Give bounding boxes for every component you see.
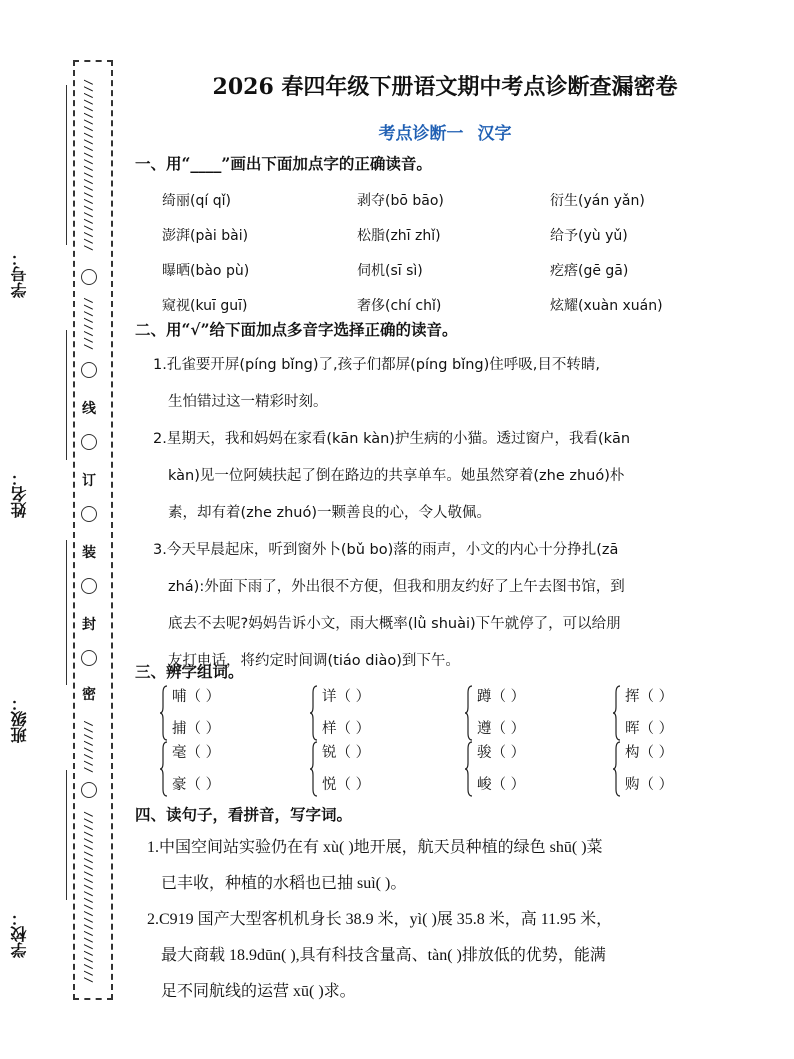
binding-char: 装: [82, 545, 96, 561]
binding-char: 密: [82, 687, 96, 703]
pinyin-item: 松脂(zhī zhǐ): [357, 228, 441, 244]
word-blank[interactable]: 遵（ ）: [477, 721, 526, 737]
pinyin-item: 曝晒(bào pù): [162, 263, 250, 279]
pinyin-item: 剥夺(bō bāo): [357, 193, 444, 209]
passage-line: 友打电话，将约定时间调(tiáo diào)到下午。: [168, 653, 460, 669]
label-student-id: 学号：: [10, 250, 29, 298]
pinyin-item: 给予(yù yǔ): [550, 228, 628, 244]
section2-passage: [153, 347, 753, 680]
word-blank[interactable]: 购（ ）: [625, 777, 674, 793]
word-blank[interactable]: 样（ ）: [322, 721, 371, 737]
pinyin-item: 绮丽(qí qǐ): [162, 193, 231, 209]
pinyin-item: 窥视(kuī guī): [162, 298, 248, 314]
section3-heading: 三、辨字组词。: [135, 662, 244, 681]
word-blank[interactable]: 晖（ ）: [625, 721, 674, 737]
word-blank[interactable]: 豪（ ）: [172, 777, 221, 793]
brace-icon: [465, 741, 473, 797]
binding-char: 订: [82, 473, 96, 489]
brace-icon: [310, 741, 318, 797]
fill-line-class: [66, 540, 67, 685]
binding-circle: [81, 506, 97, 522]
question-line: 最大商载 18.9dūn( ),具有科技含量高、tàn( )排放低的优势，能满: [161, 947, 606, 964]
exam-content: [135, 70, 755, 1000]
label-school: 学校：: [10, 910, 29, 958]
brace-icon: [310, 685, 318, 741]
passage-line: 1.孔雀要开屏(píng bǐng)了,孩子们都屏(píng bǐng)住呼吸,目不转睛,: [153, 357, 601, 373]
label-class: 班级：: [10, 695, 29, 743]
binding-hatching: //////////////////////////: [82, 78, 95, 252]
word-blank[interactable]: 峻（ ）: [477, 777, 526, 793]
passage-line: 2.星期天，我和妈妈在家看(kān kàn)护生病的小猫。透过窗户，我看(kān: [153, 431, 631, 447]
word-blank[interactable]: 毫（ ）: [172, 745, 221, 761]
word-blank[interactable]: 捕（ ）: [172, 721, 221, 737]
fill-line-school: [66, 770, 67, 900]
word-blank[interactable]: 蹲（ ）: [477, 689, 526, 705]
brace-icon: [465, 685, 473, 741]
pinyin-item: 伺机(sī sì): [357, 263, 423, 279]
binding-char: 封: [82, 617, 96, 633]
passage-line: kàn)见一位阿姨扶起了倒在路边的共享单车。她虽然穿着(zhe zhuó)朴: [168, 468, 625, 484]
binding-hatching: ////////: [82, 720, 95, 774]
label-name: 姓名：: [10, 470, 29, 518]
brace-icon: [613, 741, 621, 797]
word-blank[interactable]: 构（ ）: [625, 745, 674, 761]
word-blank[interactable]: 悦（ ）: [322, 777, 371, 793]
section4-questions: [147, 830, 747, 1010]
passage-line: 3.今天早晨起床，听到窗外卜(bǔ bo)落的雨声，小文的内心十分挣扎(zā: [153, 542, 619, 558]
question-line: 足不同航线的运营 xū( )求。: [161, 983, 356, 1000]
passage-line: zhá):外面下雨了，外出很不方便，但我和朋友约好了上午去图书馆，到: [168, 579, 625, 595]
binding-circle: [81, 434, 97, 450]
pinyin-item: 炫耀(xuàn xuán): [550, 298, 663, 314]
pinyin-item: 衍生(yán yǎn): [550, 193, 645, 209]
word-blank[interactable]: 骏（ ）: [477, 745, 526, 761]
binding-circle: [81, 269, 97, 285]
page-title: 2026 春四年级下册语文期中考点诊断查漏密卷: [212, 74, 678, 100]
binding-char: 线: [82, 401, 96, 417]
question-line: 2.C919 国产大型客机机身长 38.9 米，yì( )展 35.8 米，高 11.95 米，: [147, 911, 613, 928]
pinyin-item: 奢侈(chí chǐ): [357, 298, 442, 314]
section-subtitle: 考点诊断一 汉字: [378, 124, 512, 144]
binding-hatching: ////////: [82, 297, 95, 351]
passage-line: 生怕错过这一精彩时刻。: [168, 394, 328, 410]
binding-circle: [81, 578, 97, 594]
section2-heading: 二、用“√”给下面加点多音字选择正确的读音。: [135, 320, 458, 339]
passage-line: 底去不去呢?妈妈告诉小文，雨大概率(lǜ shuài)下午就停了，可以给朋: [168, 616, 621, 632]
brace-icon: [160, 685, 168, 741]
binding-circle: [81, 362, 97, 378]
binding-strip: [73, 60, 113, 1000]
question-line: 已丰收，种植的水稻也已抽 suì( )。: [161, 875, 407, 892]
section1-heading: 一、用“____”画出下面加点字的正确读音。: [135, 154, 432, 173]
pinyin-item: 疙瘩(gē gā): [550, 263, 629, 279]
question-line: 1.中国空间站实验仍在有 xù( )地开展，航天员种植的绿色 shū( )菜: [147, 839, 603, 856]
word-blank[interactable]: 详（ ）: [322, 689, 371, 705]
binding-labels: [8, 60, 68, 1000]
word-blank[interactable]: 挥（ ）: [625, 689, 674, 705]
brace-icon: [160, 741, 168, 797]
fill-line-name: [66, 330, 67, 460]
binding-hatching: //////////////////////////: [82, 810, 95, 984]
brace-icon: [613, 685, 621, 741]
passage-line: 素，却有着(zhe zhuó)一颗善良的心，令人敬佩。: [168, 505, 492, 521]
word-blank[interactable]: 锐（ ）: [322, 745, 371, 761]
pinyin-item: 澎湃(pài bài): [162, 228, 249, 244]
word-blank[interactable]: 哺（ ）: [172, 689, 221, 705]
binding-circle: [81, 782, 97, 798]
fill-line-student-id: [66, 85, 67, 245]
binding-circle: [81, 650, 97, 666]
section4-heading: 四、读句子，看拼音，写字词。: [135, 805, 353, 824]
